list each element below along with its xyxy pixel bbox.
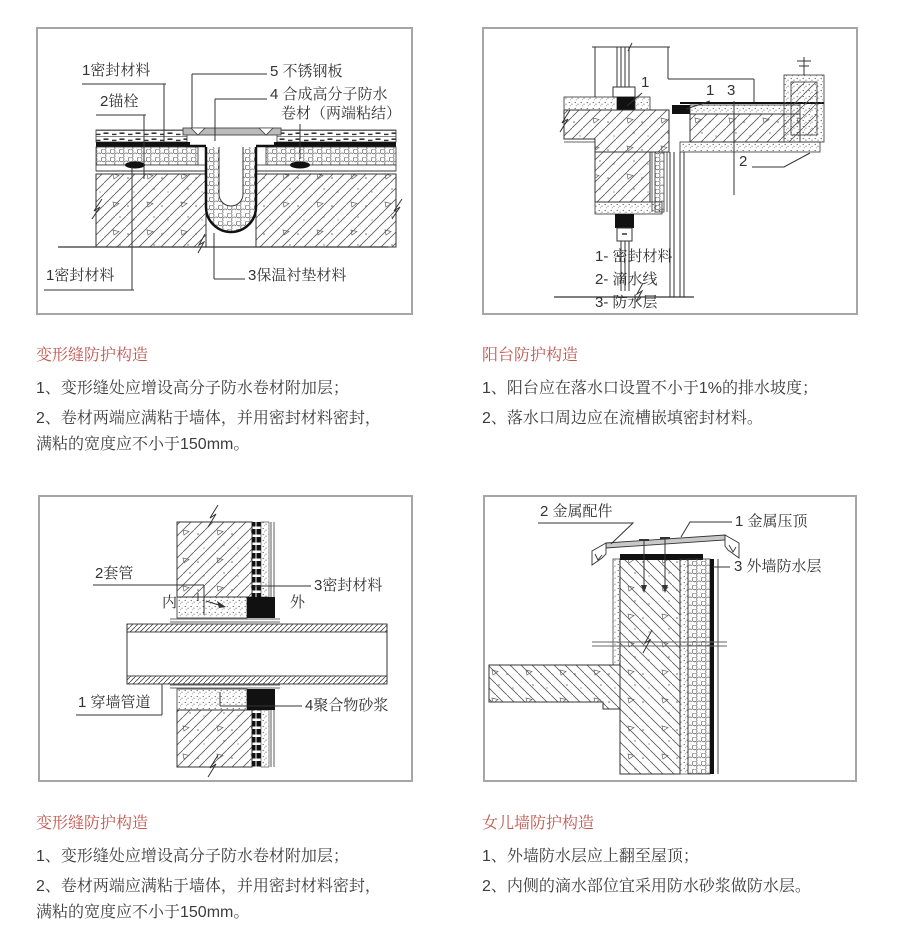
note-item (482, 376, 892, 402)
note-item (482, 874, 892, 900)
legend-item-drip-line: 2- 滴水线 (595, 271, 658, 288)
note-item (36, 376, 446, 402)
note-line: 2、内侧的滴水部位宜采用防水砂浆做防水层。 (482, 878, 811, 895)
detail-panel-pipe-through-wall (38, 495, 413, 782)
notes-parapet (482, 810, 892, 904)
note-item (482, 406, 892, 432)
callout-threshold-seal: 1 (706, 82, 715, 99)
notes-balcony (482, 342, 892, 436)
label-membrane-line2: 卷材（两端粘结） (281, 105, 402, 122)
note-item (36, 874, 446, 926)
label-sleeve: 2套管 (95, 565, 134, 582)
note-line: 满粘的宽度应不小于150mm。 (36, 436, 250, 453)
callout-waterproof: 3 (727, 82, 736, 99)
label-anchor-bolt: 2锚栓 (100, 93, 139, 110)
label-steel-plate: 5 不锈钢板 (270, 63, 343, 80)
note-line: 2、卷材两端应满粘于墙体，并用密封材料密封， (36, 410, 381, 427)
legend-item-waterproof-layer: 3- 防水层 (595, 294, 658, 311)
legend-item-seal: 1- 密封材料 (595, 248, 673, 265)
note-item (36, 406, 446, 458)
label-inside: 内 (162, 594, 178, 611)
detail-panel-parapet (483, 495, 857, 782)
label-metal-fitting: 2 金属配件 (540, 503, 613, 520)
label-polymer-mortar: 4聚合物砂浆 (305, 697, 389, 714)
note-line: 1、变形缝处应增设高分子防水卷材附加层； (36, 848, 349, 865)
note-line: 2、卷材两端应满粘于墙体，并用密封材料密封， (36, 878, 381, 895)
note-line: 满粘的宽度应不小于150mm。 (36, 904, 250, 921)
label-outside: 外 (290, 594, 306, 611)
notes-pipe-through-wall (36, 810, 446, 930)
parapet-diagram (485, 497, 855, 780)
label-seal-top: 1密封材料 (82, 62, 151, 79)
label-insulation-pad: 3保温衬垫材料 (248, 267, 347, 284)
pipe-through-wall-diagram (40, 497, 411, 780)
note-item (482, 844, 892, 870)
label-seal: 3密封材料 (314, 577, 383, 594)
callout-window-seal: 1 (641, 74, 650, 91)
note-item (36, 844, 446, 870)
detail-panel-deformation-joint (36, 27, 413, 315)
label-metal-coping: 1 金属压顶 (735, 513, 808, 530)
note-line: 2、落水口周边应在流槽嵌填密封材料。 (482, 410, 763, 427)
section-title: 女儿墙防护构造 (482, 815, 595, 832)
detail-panel-balcony (482, 27, 858, 315)
label-pipe: 1 穿墙管道 (78, 694, 151, 711)
label-wall-waterproof: 3 外墙防水层 (734, 558, 822, 575)
section-title: 阳台防护构造 (482, 347, 579, 364)
callout-drip: 2 (739, 153, 748, 170)
section-title: 变形缝防护构造 (36, 815, 149, 832)
note-line: 1、阳台应在落水口设置不小于1%的排水坡度； (482, 380, 819, 397)
notes-deformation-joint (36, 342, 446, 462)
section-title: 变形缝防护构造 (36, 347, 149, 364)
label-membrane-line1: 4 合成高分子防水 (270, 86, 388, 103)
label-seal-bottom: 1密封材料 (46, 267, 115, 284)
diagram-legend (595, 248, 673, 312)
note-line: 1、变形缝处应增设高分子防水卷材附加层； (36, 380, 349, 397)
note-line: 1、外墙防水层应上翻至屋顶； (482, 848, 699, 865)
